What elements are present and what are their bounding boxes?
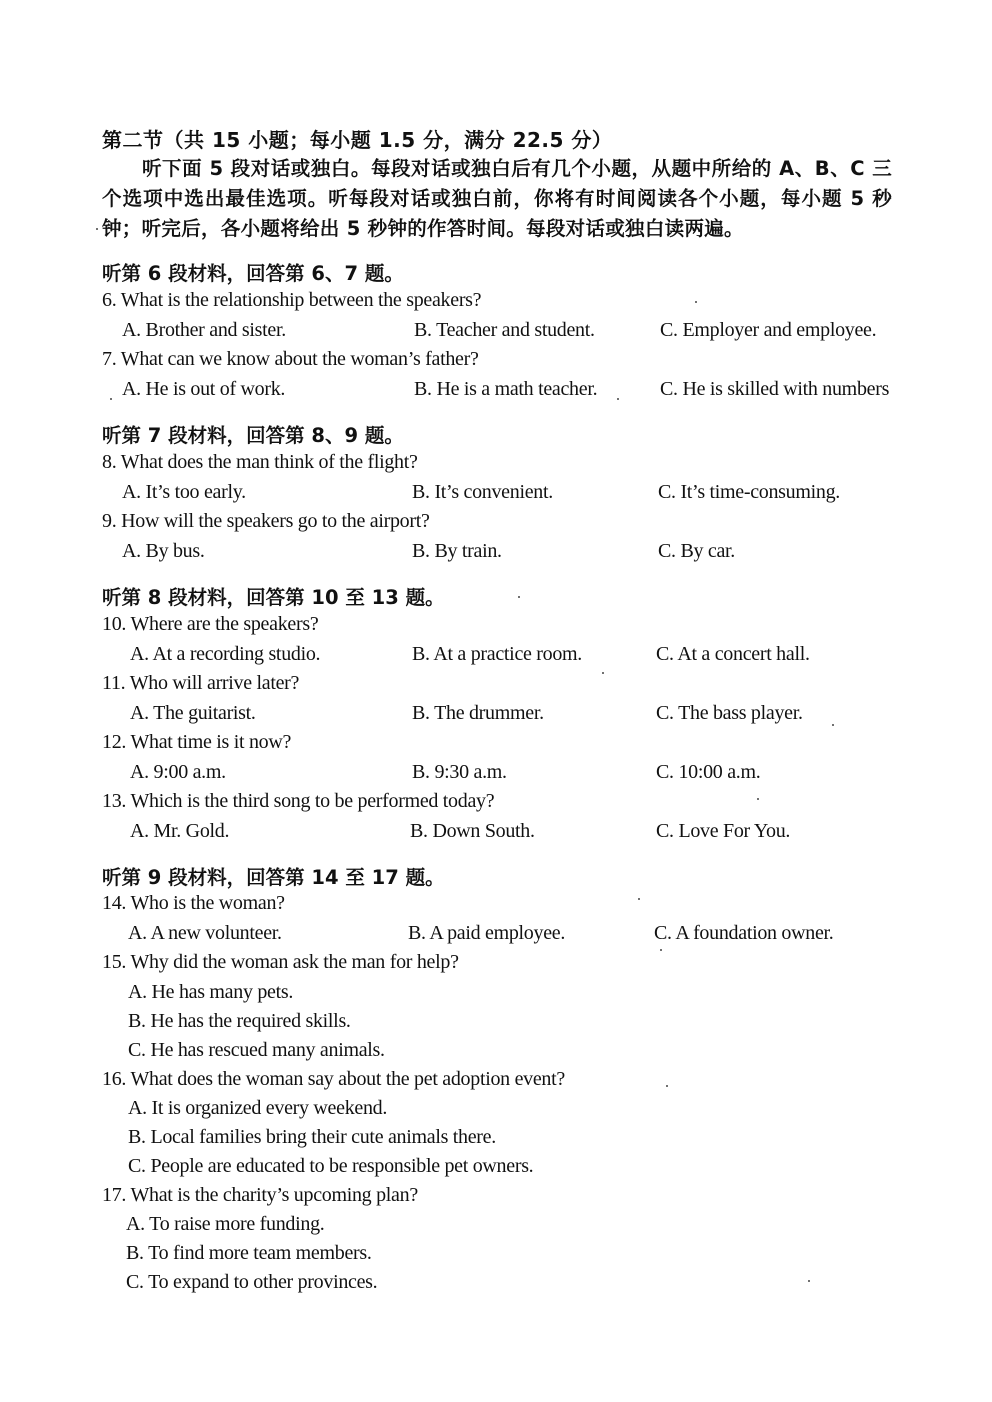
question-7-option-a: A. He is out of work.	[122, 378, 286, 400]
scan-speck	[110, 398, 112, 400]
scan-speck	[695, 301, 697, 303]
question-14: 14. Who is the woman?	[102, 892, 285, 914]
group-heading: 听第 9 段材料，回答第 14 至 17 题。	[102, 866, 445, 889]
scan-speck	[96, 228, 98, 230]
question-17-option-b: B. To find more team members.	[126, 1242, 372, 1264]
question-11-option-c: C. The bass player.	[656, 702, 803, 724]
section-title: 第二节（共 15 小题；每小题 1.5 分，满分 22.5 分）	[102, 128, 613, 152]
scan-speck	[660, 949, 662, 951]
question-6: 6. What is the relationship between the speakers?	[102, 289, 482, 311]
scan-speck	[638, 898, 640, 900]
scan-speck	[757, 798, 759, 800]
question-10-option-c: C. At a concert hall.	[656, 643, 810, 665]
question-17: 17. What is the charity’s upcoming plan?	[102, 1184, 418, 1206]
question-13-option-b: B. Down South.	[410, 820, 535, 842]
question-8-option-a: A. It’s too early.	[122, 481, 246, 503]
question-13-option-c: C. Love For You.	[656, 820, 791, 842]
question-11-option-a: A. The guitarist.	[130, 702, 256, 724]
question-15-option-a: A. He has many pets.	[128, 981, 294, 1003]
question-14-option-a: A. A new volunteer.	[128, 922, 282, 944]
question-8-option-b: B. It’s convenient.	[412, 481, 553, 503]
question-16-option-b: B. Local families bring their cute animals there.	[128, 1126, 496, 1148]
question-6-option-b: B. Teacher and student.	[414, 319, 595, 341]
section-instructions: 听下面 5 段对话或独白。每段对话或独白后有几个小题，从题中所给的 A、B、C 三个选项中选出最佳选项。听每段对话或独白前，你将有时间阅读各个小题，每小题 5 秒钟；听完后，各小题将给出 5 秒钟的作答时间。每段对话或独白读两遍。	[102, 157, 892, 240]
question-12-option-b: B. 9:30 a.m.	[412, 761, 507, 783]
question-13: 13. Which is the third song to be performed today?	[102, 790, 495, 812]
scan-speck	[617, 398, 619, 400]
scan-speck	[602, 672, 604, 674]
question-15: 15. Why did the woman ask the man for help?	[102, 951, 459, 973]
question-16-option-c: C. People are educated to be responsible pet owners.	[128, 1155, 534, 1177]
question-17-option-c: C. To expand to other provinces.	[126, 1271, 378, 1293]
scan-speck	[518, 596, 520, 598]
question-12-option-c: C. 10:00 a.m.	[656, 761, 761, 783]
question-10-option-b: B. At a practice room.	[412, 643, 583, 665]
scan-speck	[808, 1280, 810, 1282]
question-7: 7. What can we know about the woman’s father?	[102, 348, 479, 370]
question-12: 12. What time is it now?	[102, 731, 292, 753]
scan-speck	[832, 724, 834, 726]
group-heading: 听第 6 段材料，回答第 6、7 题。	[102, 262, 404, 285]
question-9-option-b: B. By train.	[412, 540, 502, 562]
question-7-option-c: C. He is skilled with numbers	[660, 378, 890, 400]
question-6-option-c: C. Employer and employee.	[660, 319, 877, 341]
question-10-option-a: A. At a recording studio.	[130, 643, 321, 665]
group-heading: 听第 7 段材料，回答第 8、9 题。	[102, 424, 404, 447]
question-16: 16. What does the woman say about the pet adoption event?	[102, 1068, 565, 1090]
question-15-option-b: B. He has the required skills.	[128, 1010, 351, 1032]
group-heading: 听第 8 段材料，回答第 10 至 13 题。	[102, 586, 445, 609]
question-10: 10. Where are the speakers?	[102, 613, 319, 635]
question-12-option-a: A. 9:00 a.m.	[130, 761, 226, 783]
question-7-option-b: B. He is a math teacher.	[414, 378, 598, 400]
question-9-option-a: A. By bus.	[122, 540, 205, 562]
question-14-option-b: B. A paid employee.	[408, 922, 566, 944]
question-15-option-c: C. He has rescued many animals.	[128, 1039, 385, 1061]
question-14-option-c: C. A foundation owner.	[654, 922, 834, 944]
question-9: 9. How will the speakers go to the airport?	[102, 510, 430, 532]
question-16-option-a: A. It is organized every weekend.	[128, 1097, 388, 1119]
question-17-option-a: A. To raise more funding.	[126, 1213, 325, 1235]
question-11: 11. Who will arrive later?	[102, 672, 300, 694]
question-13-option-a: A. Mr. Gold.	[130, 820, 230, 842]
question-11-option-b: B. The drummer.	[412, 702, 544, 724]
question-8: 8. What does the man think of the flight?	[102, 451, 418, 473]
question-8-option-c: C. It’s time-consuming.	[658, 481, 840, 503]
question-9-option-c: C. By car.	[658, 540, 735, 562]
question-6-option-a: A. Brother and sister.	[122, 319, 286, 341]
scan-speck	[666, 1085, 668, 1087]
